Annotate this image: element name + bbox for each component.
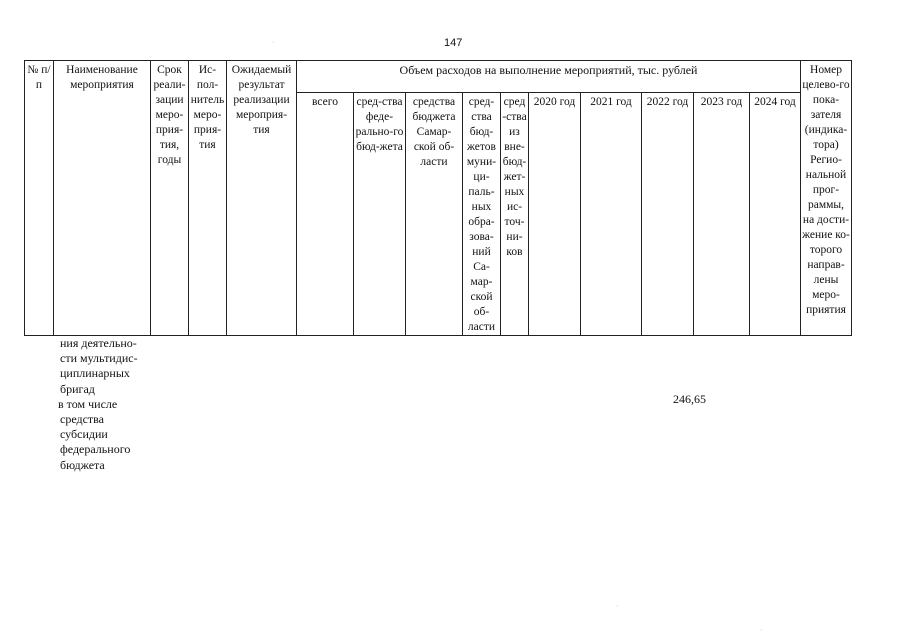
header-extrabudget: сред-ства из вне-бюд-жет-ных ис-точ-ни-ков bbox=[501, 93, 529, 336]
header-executor: Ис-пол-нитель меро-прия-тия bbox=[189, 61, 227, 336]
header-expected-result: Ожидаемый результат реализации мероприя-тия bbox=[227, 61, 297, 336]
subsidy-line: средства bbox=[60, 412, 105, 427]
continuation-line: сти мультидис- bbox=[60, 351, 138, 366]
scan-speck: · bbox=[272, 38, 275, 47]
page-number: 147 bbox=[444, 37, 463, 49]
header-activity-name: Наименование мероприятия bbox=[54, 61, 151, 336]
subsidy-line: в том числе bbox=[58, 396, 118, 411]
header-indicator-number: Номер целево-го пока-зателя (индика-тора) Регио-нальной прог-раммы, на дости-жение ко-торого направ-лены меро-приятия bbox=[801, 61, 852, 336]
activity-name-continuation bbox=[60, 336, 152, 473]
continuation-line: бригад bbox=[60, 381, 95, 396]
header-regional-budget: средства бюджета Самар-ской об-ласти bbox=[406, 93, 463, 336]
scan-speck: · bbox=[760, 626, 763, 635]
expenses-table bbox=[24, 60, 852, 336]
header-year-2022: 2022 год bbox=[642, 93, 694, 336]
scan-speck: · bbox=[616, 602, 619, 611]
continuation-line: циплинарных bbox=[60, 366, 130, 381]
header-expenses: Объем расходов на выполнение мероприятий, тыс. рублей bbox=[297, 61, 801, 93]
value-2022: 246,65 bbox=[673, 392, 706, 406]
header-term: Срок реали-зации меро-прия-тия, годы bbox=[151, 61, 189, 336]
subsidy-line: бюджета bbox=[60, 457, 105, 472]
header-year-2024: 2024 год bbox=[750, 93, 801, 336]
header-number: № п/п bbox=[25, 61, 54, 336]
header-total: всего bbox=[297, 93, 354, 336]
header-federal-budget: сред-ства феде-рально-го бюд-жета bbox=[354, 93, 406, 336]
continuation-line: ния деятельно- bbox=[60, 336, 137, 350]
header-year-2023: 2023 год bbox=[694, 93, 750, 336]
header-year-2021: 2021 год bbox=[581, 93, 642, 336]
header-year-2020: 2020 год bbox=[529, 93, 581, 336]
subsidy-line: федерального bbox=[60, 442, 131, 457]
header-municipal-budgets: сред-ства бюд-жетов муни-ци-паль-ных обра-зова-ний Са-мар-ской об-ласти bbox=[463, 93, 501, 336]
subsidy-line: субсидии bbox=[60, 427, 108, 442]
